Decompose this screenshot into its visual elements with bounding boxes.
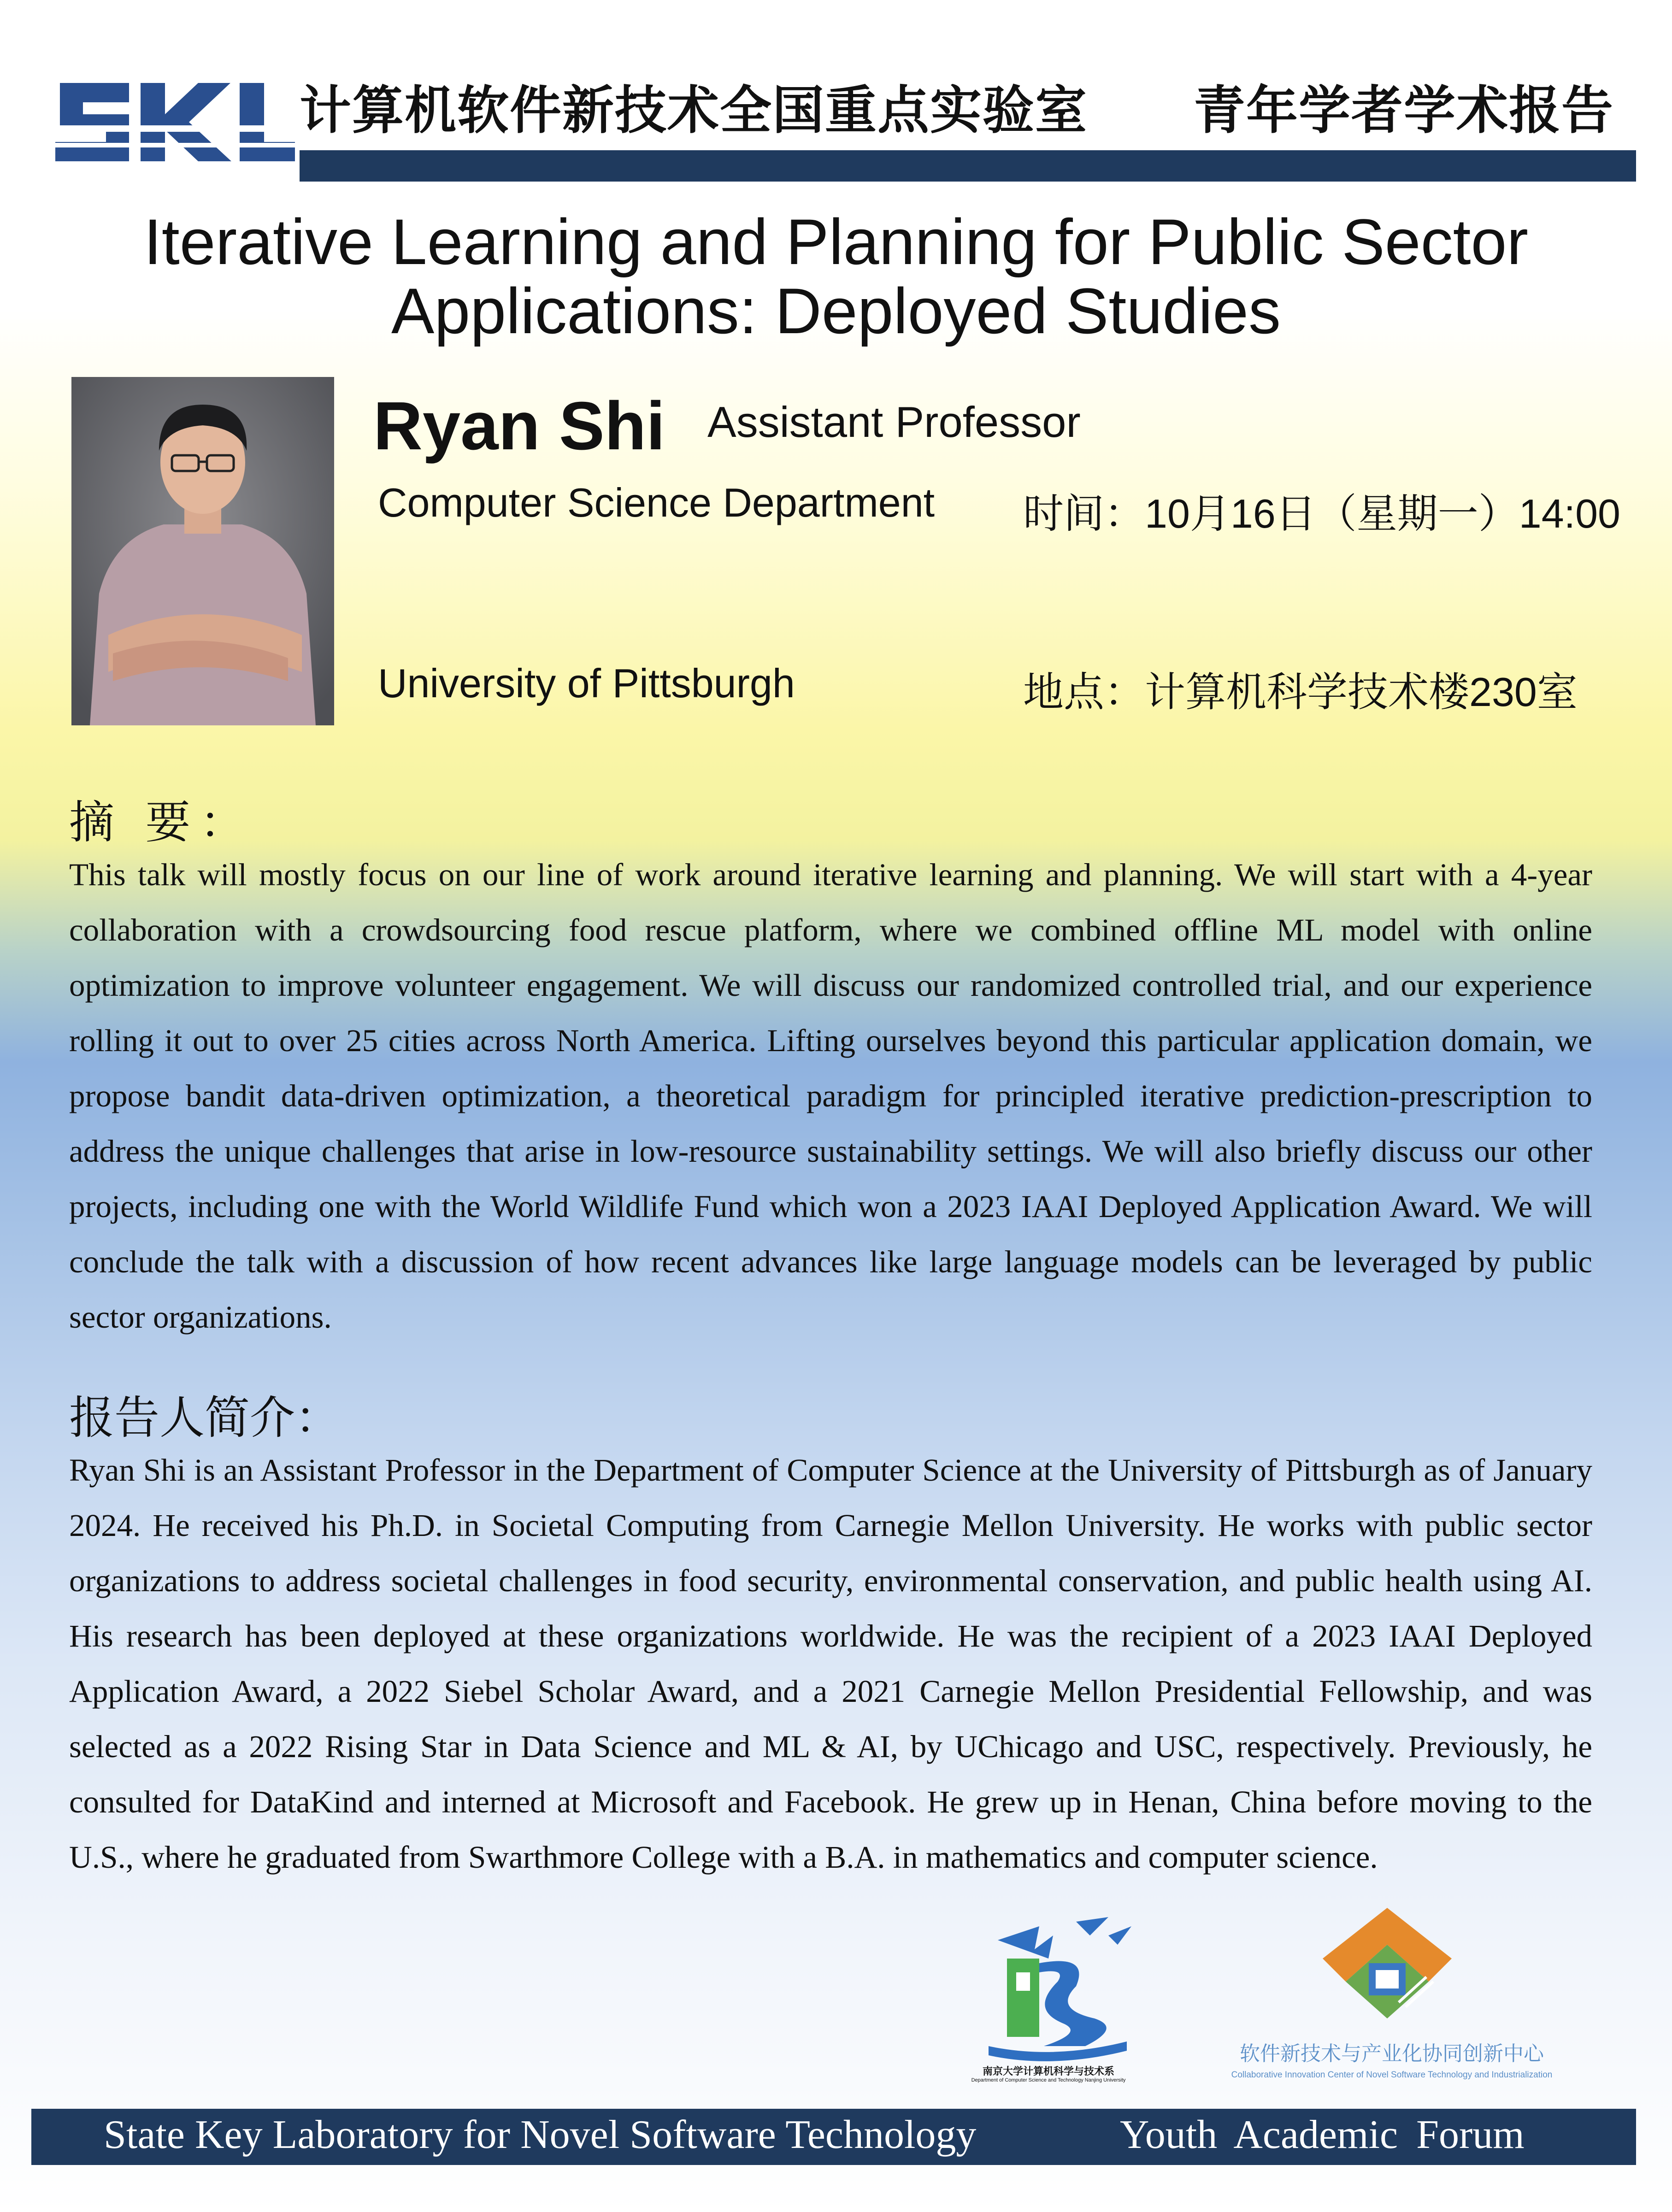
speaker-position: Assistant Professor xyxy=(707,398,1081,446)
skl-logo xyxy=(51,74,300,180)
abstract-heading: 摘 要： xyxy=(69,797,254,847)
footer-lab-name: State Key Laboratory for Novel Software Technology xyxy=(104,2112,977,2157)
nju-caption: 南京大学计算机科学与技术系 xyxy=(982,2065,1114,2077)
header-bar xyxy=(300,150,1636,182)
talk-title xyxy=(92,207,1580,346)
center-caption: 软件新技术与产业化协同创新中心 xyxy=(1240,2042,1544,2065)
footer-forum-name: Youth Academic Forum xyxy=(1120,2112,1525,2157)
speaker-photo xyxy=(71,377,334,725)
talk-title-line2: Applications: Deployed Studies xyxy=(391,275,1281,347)
bio-text: Ryan Shi is an Assistant Professor in the Department of Computer Science at the University of Pittsburgh as of January 2024. He received his Ph.D. in Societal Computing from Carnegie Mellon University. He works with public sector organizations to address societal challenges in food security, environmental conservation, and public health using AI. His research has been deployed at these organizations worldwide. He was the recipient of a 2023 IAAI Deployed Application Award, a 2022 Siebel Scholar Award, and a 2021 Carnegie Mellon Presidential Fellowship, and was selected as a 2022 Rising Star in Data Science and ML & AI, by UChicago and USC, respectively. Previously, he consulted for DataKind and interned at Microsoft and Facebook. He grew up in Henan, China before moving to the U.S., where he graduated from Swarthmore College with a B.A. in mathematics and computer science. xyxy=(69,1453,1592,1875)
speaker-department: Computer Science Department xyxy=(378,480,935,525)
lab-name: 计算机软件新技术全国重点实验室 xyxy=(300,82,1088,139)
talk-place: 地点：计算机科学技术楼230室 xyxy=(1023,669,1578,715)
center-subcaption: Collaborative Innovation Center of Novel Software Technology and Industrialization xyxy=(1231,2070,1553,2080)
talk-title-line1: Iterative Learning and Planning for Public Sector xyxy=(143,206,1529,278)
bio-heading: 报告人简介： xyxy=(69,1392,341,1443)
nju-subcaption: Department of Computer Science and Technology Nanjing University xyxy=(971,2077,1126,2083)
speaker-name: Ryan Shi xyxy=(373,388,665,464)
abstract-text: This talk will mostly focus on our line of work around iterative learning and planning. We will start with a 4-year collaboration with a crowdsourcing food rescue platform, where we combined offline ML model with online optimization to improve volunteer engagement. We will discuss our randomized controlled trial, and our experience rolling it out to over 25 cities across North America. Lifting ourselves beyond this particular application domain, we propose bandit data-driven optimization, a theoretical paradigm for principled iterative prediction-prescription to address the unique challenges that arise in low-resource sustainability settings. We will also briefly discuss our other projects, including one with the World Wildlife Fund which won a 2023 IAAI Deployed Application Award. We will conclude the talk with a discussion of how recent advances like large language models can be leveraged by public sector organizations. xyxy=(69,857,1592,1335)
nju-cs-logo xyxy=(970,1908,1145,2074)
speaker-university: University of Pittsburgh xyxy=(378,660,795,706)
innovation-center-logo xyxy=(1318,1903,1456,2023)
talk-time: 时间：10月16日（星期一）14:00 xyxy=(1023,491,1620,536)
forum-name: 青年学者学术报告 xyxy=(1194,82,1614,139)
